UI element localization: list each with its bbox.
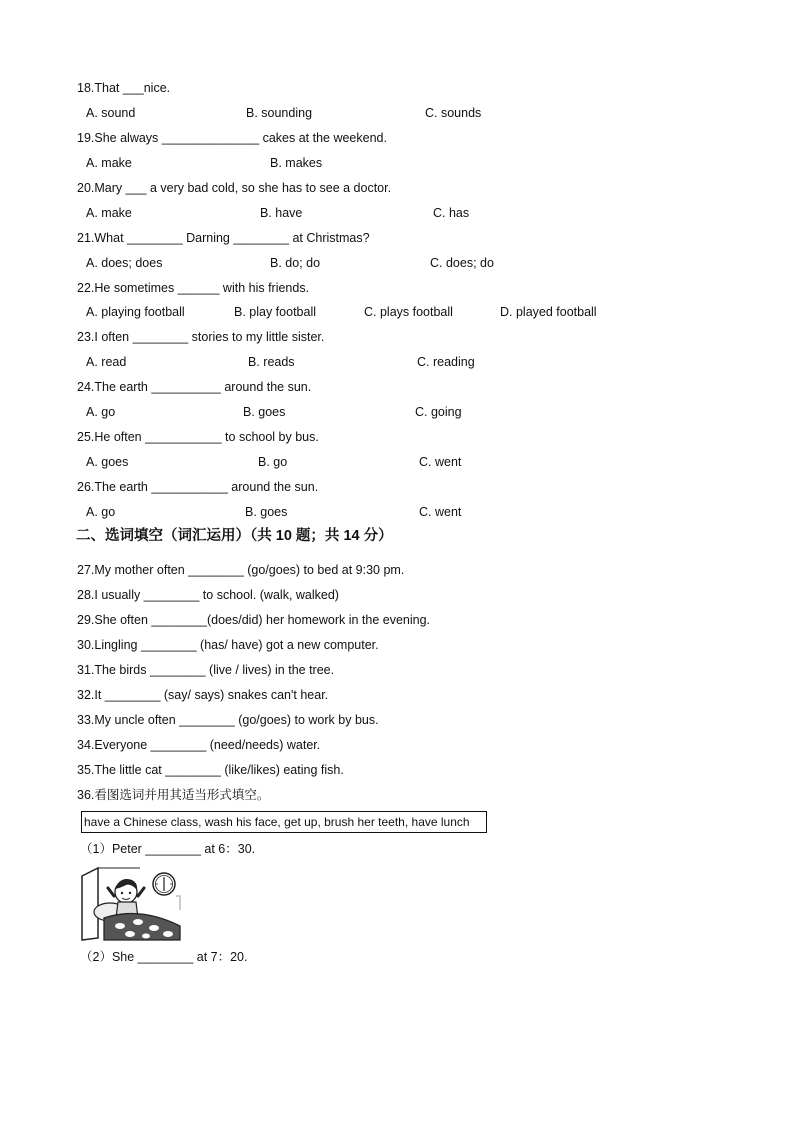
- answer-option: A. go: [86, 505, 116, 519]
- answer-option: B. goes: [245, 505, 288, 519]
- answer-option: C. went: [419, 455, 462, 469]
- fill-in-question: 35.The little cat ________ (like/likes) eating fish.: [77, 763, 344, 777]
- word-bank-box: have a Chinese class, wash his face, get up, brush her teeth, have lunch: [81, 811, 487, 833]
- answer-option: A. sound: [86, 106, 136, 120]
- question-stem: 25.He often ___________ to school by bus.: [77, 430, 319, 444]
- answer-option: C. has: [433, 206, 470, 220]
- answer-option: C. went: [419, 505, 462, 519]
- answer-option: C. plays football: [364, 305, 453, 319]
- fill-in-question: 32.It ________ (say/ says) snakes can't hear.: [77, 688, 329, 702]
- answer-option: C. does; do: [430, 256, 494, 270]
- question-stem: 22.He sometimes ______ with his friends.: [77, 281, 310, 295]
- answer-option: B. go: [258, 455, 288, 469]
- answer-option: A. does; does: [86, 256, 163, 270]
- answer-option: C. going: [415, 405, 462, 419]
- answer-option: B. goes: [243, 405, 286, 419]
- fill-in-question: 30.Lingling ________ (has/ have) got a new computer.: [77, 638, 379, 652]
- section-heading: 二、选词填空（词汇运用）（共 10 题；共 14 分）: [76, 528, 393, 544]
- answer-option: B. play football: [234, 305, 316, 319]
- answer-option: C. reading: [417, 355, 475, 369]
- answer-option: B. have: [260, 206, 303, 220]
- question-stem: 21.What ________ Darning ________ at Christmas?: [77, 231, 370, 245]
- answer-option: A. goes: [86, 455, 129, 469]
- answer-option: B. reads: [248, 355, 295, 369]
- fill-in-question: 29.She often ________(does/did) her homework in the evening.: [77, 613, 431, 627]
- answer-option: A. make: [86, 156, 132, 170]
- fill-in-question: 27.My mother often ________ (go/goes) to bed at 9:30 pm.: [77, 563, 405, 577]
- question-stem: 20.Mary ___ a very bad cold, so she has to see a doctor.: [77, 181, 392, 195]
- answer-option: C. sounds: [425, 106, 482, 120]
- answer-option: A. go: [86, 405, 116, 419]
- fill-in-question: 36.看图选词并用其适当形式填空。: [77, 788, 270, 802]
- fill-in-question: 33.My uncle often ________ (go/goes) to work by bus.: [77, 713, 379, 727]
- answer-option: B. makes: [270, 156, 323, 170]
- picture-question: （1）Peter ________ at 6：30.: [80, 842, 256, 856]
- fill-in-question: 31.The birds ________ (live / lives) in the tree.: [77, 663, 335, 677]
- fill-in-question: 34.Everyone ________ (need/needs) water.: [77, 738, 321, 752]
- answer-option: D. played football: [500, 305, 597, 319]
- answer-option: A. read: [86, 355, 127, 369]
- picture-question: （2）She ________ at 7：20.: [80, 950, 248, 964]
- question-stem: 23.I often ________ stories to my little sister.: [77, 330, 325, 344]
- boy-waking-up-illustration: [80, 866, 184, 942]
- question-stem: 26.The earth ___________ around the sun.: [77, 480, 319, 494]
- answer-option: B. do; do: [270, 256, 321, 270]
- answer-option: A. make: [86, 206, 132, 220]
- answer-option: A. playing football: [86, 305, 185, 319]
- fill-in-question: 28.I usually ________ to school. (walk, walked): [77, 588, 339, 602]
- question-stem: 19.She always ______________ cakes at the weekend.: [77, 131, 387, 145]
- question-stem: 24.The earth __________ around the sun.: [77, 380, 312, 394]
- question-stem: 18.That ___nice.: [77, 81, 171, 95]
- answer-option: B. sounding: [246, 106, 313, 120]
